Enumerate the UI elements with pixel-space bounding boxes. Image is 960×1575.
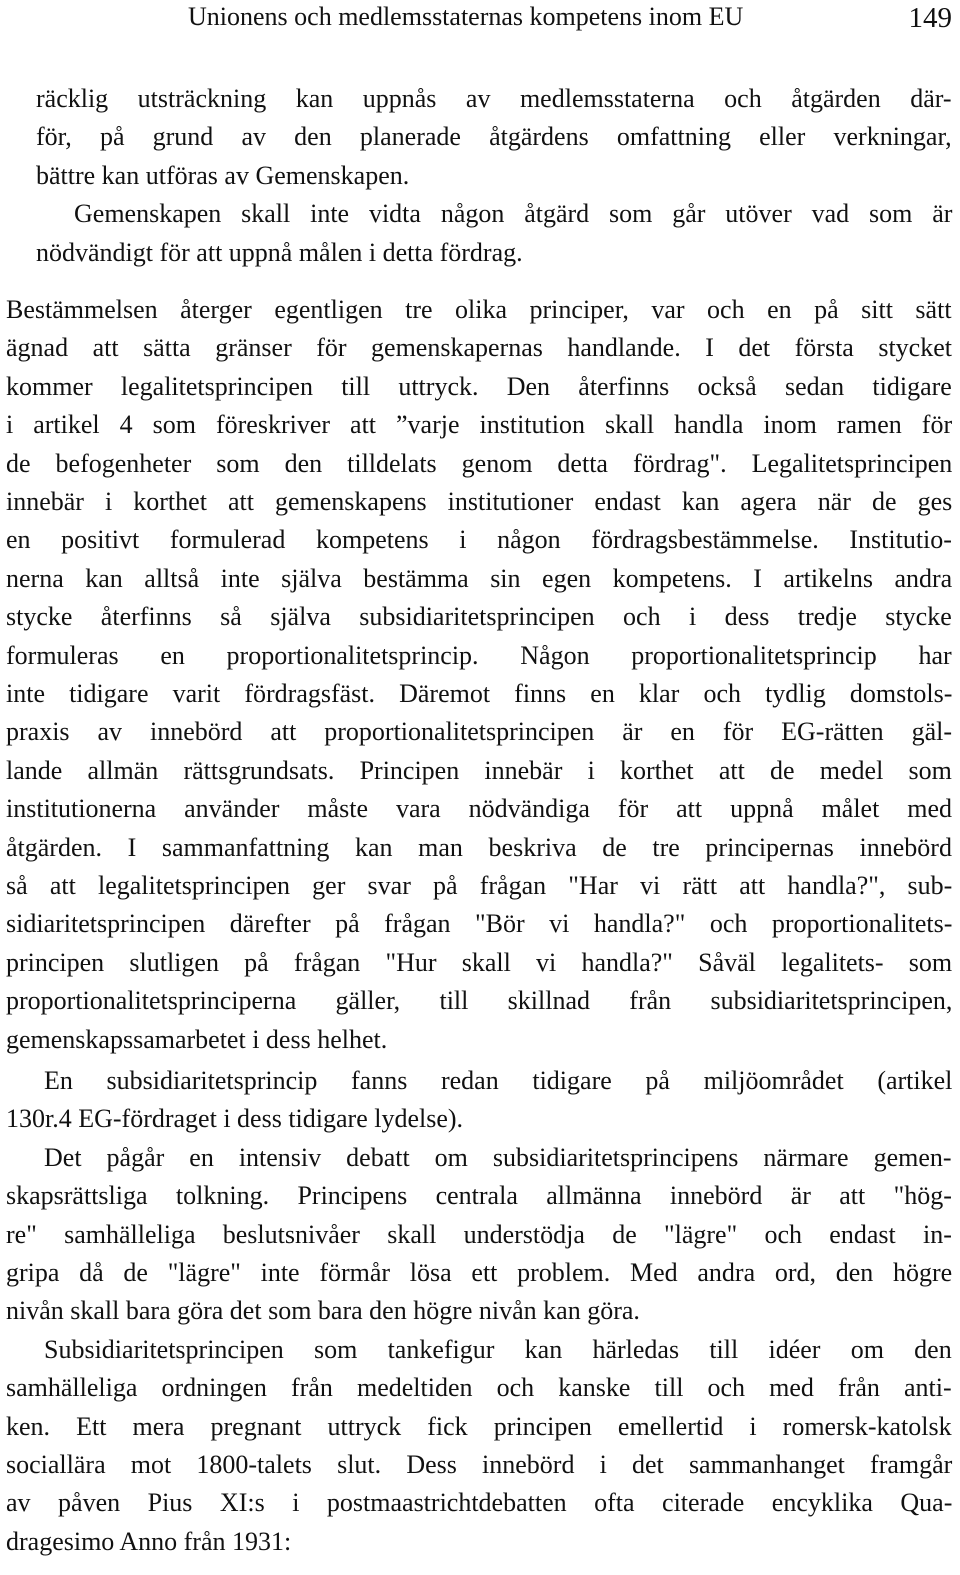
text-line: Det pågår en intensiv debatt om subsidiaritetsprincipens närmare gemen- bbox=[44, 1142, 952, 1172]
text-line: i artikel 4 som föreskriver att ”varje institution skall handla inom ramen för bbox=[6, 410, 953, 440]
text-line: samhälleliga ordningen från medeltiden och kanske till och med från anti- bbox=[6, 1373, 952, 1403]
text-line: av påven Pius XI:s i postmaastrichtdebatten ofta citerade encyklika Qua- bbox=[6, 1488, 953, 1518]
page-header bbox=[0, 0, 960, 40]
text-line: för, på grund av den planerade åtgärdens omfattning eller verkningar, bbox=[36, 122, 952, 152]
text-line: Subsidiaritetsprincipen som tankefigur kan härledas till idéer om den bbox=[44, 1334, 952, 1364]
text-line: praxis av innebörd att proportionalitetsprincipen är en för EG-rätten gäl- bbox=[6, 717, 953, 747]
text-line: En subsidiaritetsprincip fanns redan tidigare på miljöområdet (artikel bbox=[44, 1066, 953, 1095]
text-line: bättre kan utföras av Gemenskapen. bbox=[36, 160, 410, 190]
text-line: lande allmän rättsgrundsats. Principen innebär i korthet att de medel som bbox=[6, 755, 952, 785]
text-line: inte tidigare varit fördragsfäst. Däremot finns en klar och tydlig domstols- bbox=[6, 679, 953, 708]
text-line: stycke återfinns så själva subsidiaritetsprincipen och i dess tredje stycke bbox=[6, 602, 952, 632]
text-line: gripa då de "lägre" inte förmår lösa ett problem. Med andra ord, den högre bbox=[6, 1258, 953, 1287]
text-line: 130r.4 EG-fördraget i dess tidigare lydelse). bbox=[6, 1104, 464, 1134]
text-line: nödvändigt för att uppnå målen i detta fördrag. bbox=[36, 237, 523, 267]
text-line: kommer legalitetsprincipen till uttryck. Den återfinns också sedan tidigare bbox=[6, 371, 952, 401]
text-line: sociallära mot 1800-talets slut. Dess innebörd i det sammanhanget framgår bbox=[6, 1450, 953, 1479]
text-line: innebär i korthet att gemenskapens institutioner endast kan agera när de ges bbox=[6, 487, 953, 516]
text-line: Gemenskapen skall inte vidta någon åtgärd som går utöver vad som är bbox=[74, 199, 953, 229]
text-line: en positivt formulerad kompetens i någon fördragsbestämmelse. Institutio- bbox=[6, 525, 952, 555]
text-line: dragesimo Anno från 1931: bbox=[6, 1526, 292, 1556]
page-number: 149 bbox=[908, 2, 952, 34]
text-line: principen slutligen på frågan "Hur skall vi handla?" Såväl legalitets- som bbox=[6, 947, 953, 977]
text-line: re" samhälleliga beslutsnivåer skall understödja de "lägre" och endast in- bbox=[6, 1219, 952, 1249]
text-line: proportionalitetsprinciperna gäller, till skillnad från subsidiaritetsprincipen, bbox=[6, 986, 953, 1016]
text-line: så att legalitetsprincipen ger svar på frågan "Har vi rätt att handla?", sub- bbox=[6, 871, 953, 900]
text-line: Bestämmelsen återger egentligen tre olika principer, var och en på sitt sätt bbox=[6, 295, 952, 324]
text-line: nerna kan alltså inte själva bestämma sin egen kompetens. I artikelns andra bbox=[6, 563, 953, 593]
text-line: de befogenheter som den tilldelats genom detta fördrag". Legalitetsprincipen bbox=[6, 448, 953, 478]
text-line: nivån skall bara göra det som bara den högre nivån kan göra. bbox=[6, 1296, 640, 1326]
text-line: ägnad att sätta gränser för gemenskapernas handlande. I det första stycket bbox=[6, 333, 952, 363]
text-line: räcklig utsträckning kan uppnås av medlemsstaterna och åtgärden där- bbox=[36, 84, 952, 113]
text-line: gemenskapssamarbetet i dess helhet. bbox=[6, 1024, 388, 1054]
text-line: formuleras en proportionalitetsprincip. Någon proportionalitetsprincip har bbox=[6, 640, 952, 670]
text-line: åtgärden. I sammanfattning kan man beskriva de tre principernas innebörd bbox=[6, 832, 952, 862]
text-line: skapsrättsliga tolkning. Principens centrala allmänna innebörd är att "hög- bbox=[6, 1181, 952, 1211]
running-head: Unionens och medlemsstaternas kompetens inom EU bbox=[188, 2, 744, 31]
text-line: ken. Ett mera pregnant uttryck fick principen emellertid i romersk-katolsk bbox=[6, 1411, 952, 1441]
text-line: sidiaritetsprincipen därefter på frågan "Bör vi handla?" och proportionalitets- bbox=[6, 909, 953, 939]
text-line: institutionerna använder måste vara nödvändiga för att uppnå målet med bbox=[6, 794, 953, 824]
